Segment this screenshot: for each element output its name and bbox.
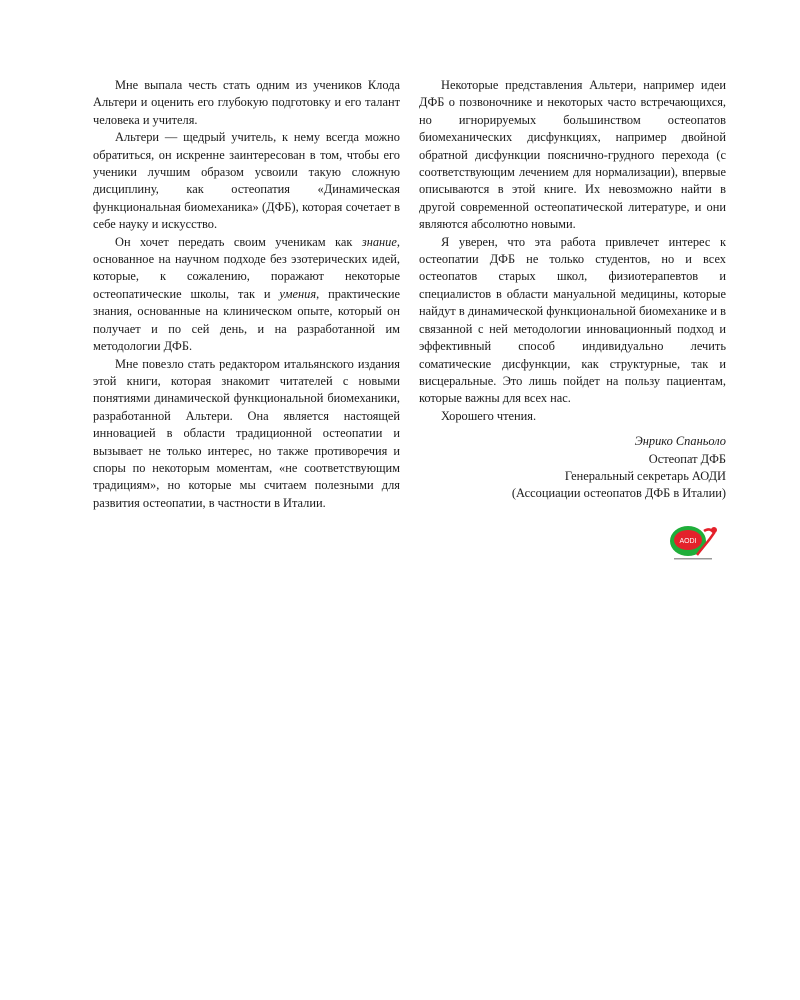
right-column <box>419 77 726 503</box>
emphasis-word: знание <box>361 234 397 249</box>
logo-text: AODI <box>679 538 697 545</box>
text-run: , основанное на научном подходе без эзотерических идей, которые, к сожалению, поражают некоторые остеопатические школы, так и <box>93 234 400 301</box>
text-run: Он хочет передать своим ученикам как <box>115 234 362 249</box>
paragraph: Некоторые представления Альтери, например идеи ДФБ о позвоночнике и некоторых часто встречающихся, но игнорируемых большинством остеопатов биомеханических дисфункциях, например двойной обратной дисфункции пояснично-грудного перехода (с соответствующим лечением для нормализации), впервые описываются в этой книге. Их невозможно найти в другой современной остеопатической литературе, и они являются абсолютно новыми. <box>419 78 726 232</box>
paragraph <box>93 234 400 356</box>
aodi-logo-icon <box>668 522 728 562</box>
left-column <box>93 77 400 512</box>
paragraph: Мне выпала честь стать одним из учеников Клода Альтери и оценить его глубокую подготовку и его талант человека и учителя. <box>93 78 400 127</box>
aodi-logo <box>668 522 728 562</box>
emphasis-word: умения <box>279 286 317 301</box>
paragraph: Мне повезло стать редактором итальянского издания этой книги, которая знакомит читателей с новыми понятиями динамической функциональной биомеханики, разработанной Альтери. Она является настоящей инновацией в области традиционной остеопатии и вызывает не только интерес, но также противоречия и споры по некоторым моментам, «не соответствующим традициям», но которые мы считаем полезными для развития остеопатии, в частности в Италии. <box>93 356 400 510</box>
signature-title: Генеральный секретарь АОДИ <box>564 468 726 483</box>
text-run: , практические знания, основанные на клиническом опыте, который он получает и по сей день, и на разработанной им методологии ДФБ. <box>93 286 400 354</box>
signature-name: Энрико Спаньоло <box>634 434 726 449</box>
paragraph: Хорошего чтения. <box>441 408 537 423</box>
signature-block <box>419 433 726 503</box>
signature-title: Остеопат ДФБ <box>648 451 726 466</box>
paragraph: Альтери — щедрый учитель, к нему всегда можно обратиться, он искренне заинтересован в том, чтобы его ученики лучшим образом усвоили такую сложную дисциплину, как остеопатия «Динамическая функциональная биомеханика» (ДФБ), которая сочетает в себе науку и искусство. <box>93 130 400 232</box>
paragraph: Я уверен, что эта работа привлечет интерес к остеопатии ДФБ не только студентов, но и всех остеопатов старых школ, физиотерапевтов и специалистов в области мануальной медицины, которые найдут в динамической функциональной биомеханике и в связанной с ней методологии инновационный подход и эффективный способ индивидуально лечить соматические дисфункции, как структурные, так и висцеральные. Это лишь пойдет на пользу пациентам, которые важны для всех нас. <box>419 234 726 406</box>
signature-title: (Ассоциации остеопатов ДФБ в Италии) <box>511 486 726 501</box>
